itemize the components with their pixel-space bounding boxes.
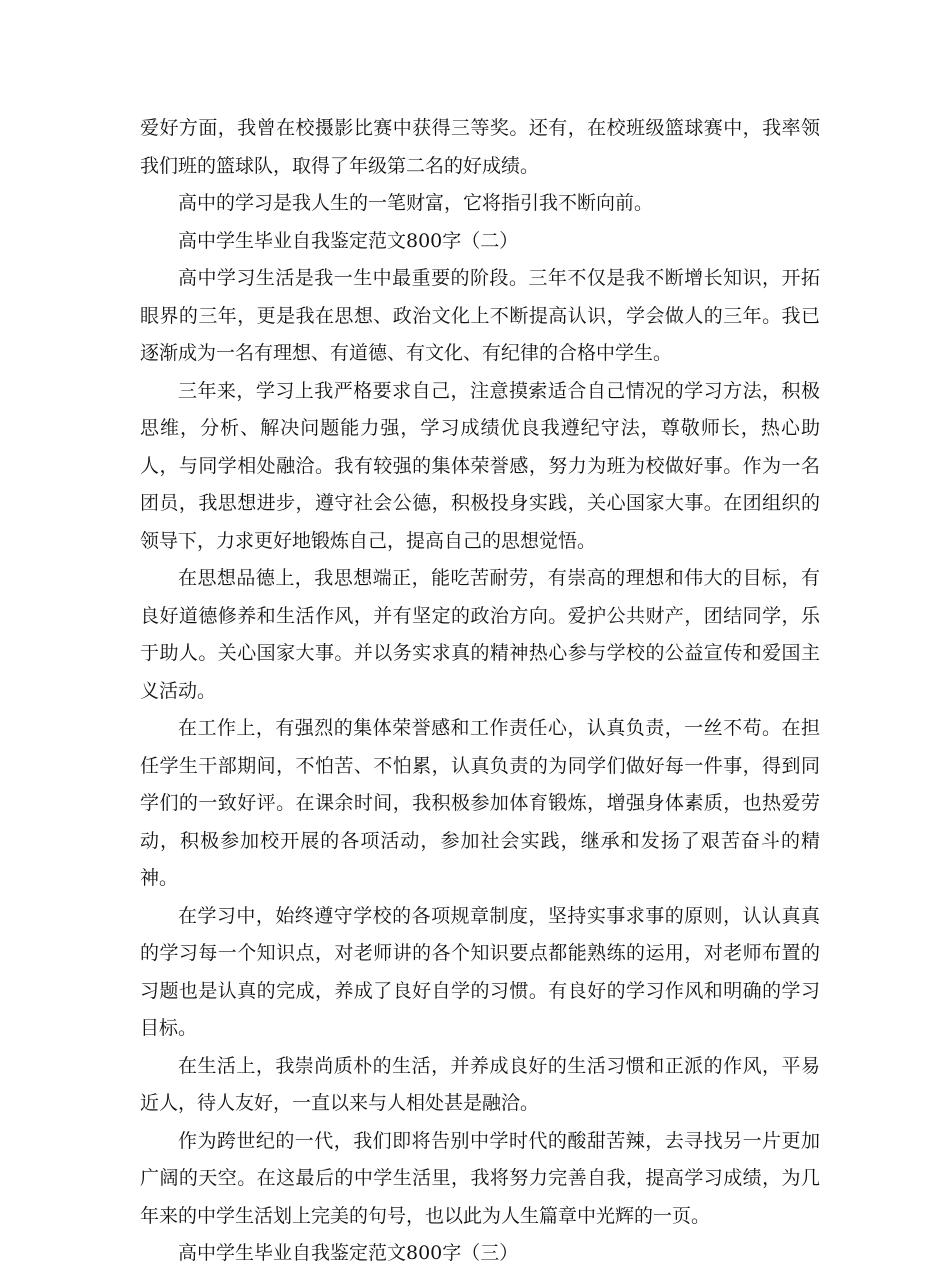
section-heading-2: 高中学生毕业自我鉴定范文800字（二）: [178, 229, 519, 252]
paragraph-learning: 在学习中，始终遵守学校的各项规章制度，坚持实事求事的原则，认认真真的学习每一个知识点，对老师讲的各个知识要点都能熟练的运用，对老师布置的习题也是认真的完成，养成了良好自学的习惯。有良好的学习作风和明确的学习目标。: [140, 904, 820, 1039]
paragraph-intro: 高中学习生活是我一生中最重要的阶段。三年不仅是我不断增长知识，开拓眼界的三年，更是我在思想、政治文化上不断提高认识，学会做人的三年。我已逐渐成为一名有理想、有道德、有文化、有纪律的合格中学生。: [140, 267, 820, 364]
paragraph-high-school-wealth: 高中的学习是我人生的一笔财富，它将指引我不断向前。: [178, 192, 654, 214]
paragraph-hobbies-continued: 爱好方面，我曾在校摄影比赛中获得三等奖。还有，在校班级篮球赛中，我率领我们班的篮球队，取得了年级第二名的好成绩。: [140, 117, 820, 177]
paragraph-work: 在工作上，有强烈的集体荣誉感和工作责任心，认真负责，一丝不苟。在担任学生干部期间，不怕苦、不怕累，认真负责的为同学们做好每一件事，得到同学们的一致好评。在课余时间，我积极参加体育锻炼，增强身体素质，也热爱劳动，积极参加校开展的各项活动，参加社会实践，继承和发扬了艰苦奋斗的精神。: [140, 717, 820, 889]
paragraph-morality: 在思想品德上，我思想端正，能吃苦耐劳，有崇高的理想和伟大的目标，有良好道德修养和生活作风，并有坚定的政治方向。爱护公共财产，团结同学，乐于助人。关心国家大事。并以务实求真的精神热心参与学校的公益宣传和爱国主义活动。: [140, 567, 820, 702]
paragraph-conclusion: 作为跨世纪的一代，我们即将告别中学时代的酸甜苦辣，去寻找另一片更加广阔的天空。在这最后的中学生活里，我将努力完善自我，提高学习成绩，为几年来的中学生活划上完美的句号，也以此为人生篇章中光辉的一页。: [140, 1129, 820, 1227]
section-heading-3: 高中学生毕业自我鉴定范文800字（三）: [178, 1242, 519, 1264]
paragraph-study-discipline: 三年来，学习上我严格要求自己，注意摸索适合自己情况的学习方法，积极思维，分析、解决问题能力强，学习成绩优良我遵纪守法，尊敬师长，热心助人，与同学相处融洽。我有较强的集体荣誉感，努力为班为校做好事。作为一名团员，我思想进步，遵守社会公德，积极投身实践，关心国家大事。在团组织的领导下，力求更好地锻炼自己，提高自己的思想觉悟。: [140, 379, 820, 552]
paragraph-life: 在生活上，我崇尚质朴的生活，并养成良好的生活习惯和正派的作风，平易近人，待人友好，一直以来与人相处甚是融洽。: [140, 1054, 820, 1114]
